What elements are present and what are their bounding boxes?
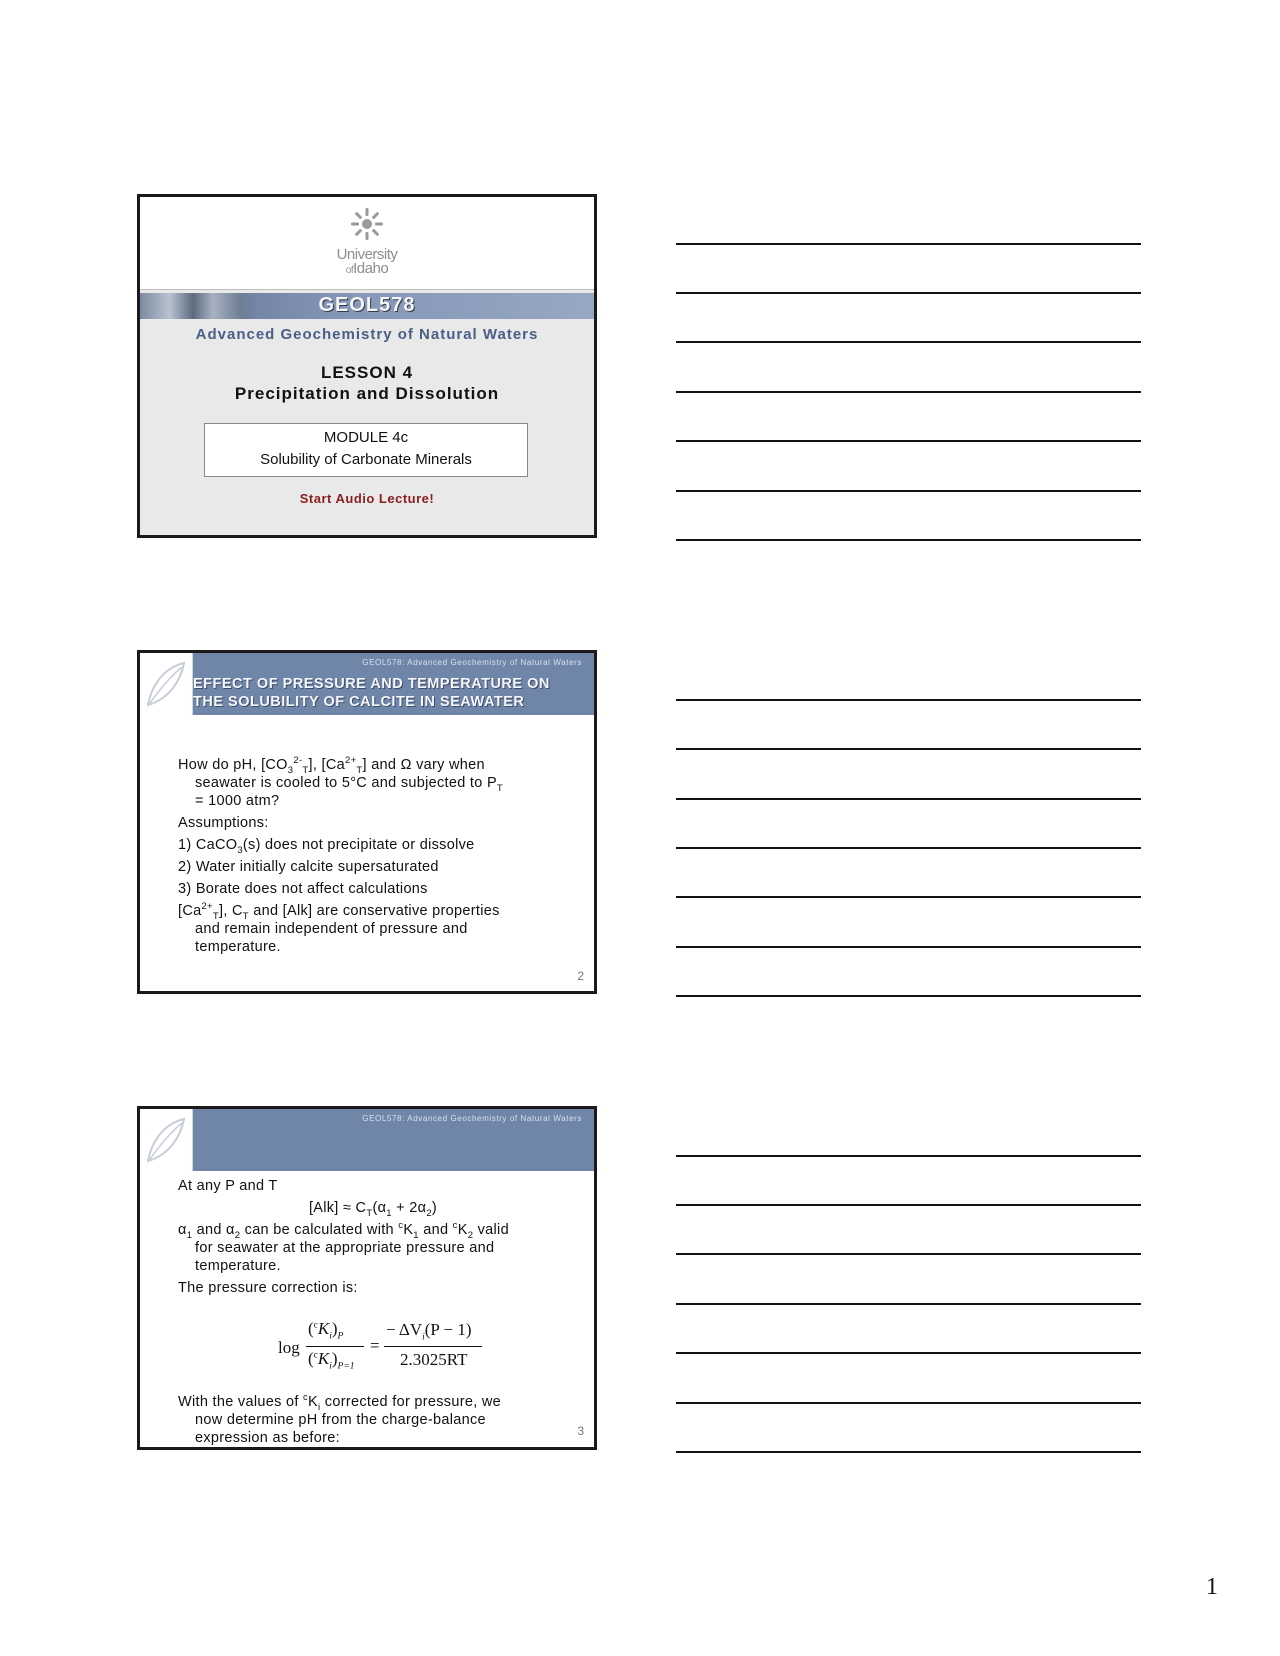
alkalinity-equation: $[Alk] \approx C_T(\alpha_1 + 2\alpha_2)$ — [308, 1200, 438, 1219]
pressure-correction-formula: log $(^cK_i)_P$ $(^cK_i)_{P=1}$ = − $\Delta V_i(P - 1)$ 2.3025RT — [278, 1317, 488, 1377]
slide-number: 2 — [577, 969, 584, 983]
note-line — [676, 490, 1141, 492]
note-line — [676, 847, 1141, 849]
assumptions-heading: Assumptions: — [178, 815, 269, 831]
note-line — [676, 1402, 1141, 1404]
logo-area — [140, 197, 594, 290]
leaf-icon — [144, 659, 188, 709]
course-title: Advanced Geochemistry of Natural Waters — [195, 326, 539, 343]
logo-university: University — [336, 246, 398, 263]
slide-3: GEOL578: Advanced Geochemistry of Natural Waters At any P and T $[Alk] \approx C_T(\alpha_1 + 2\alpha_2)$ $\alpha_1$ and $\alpha_2$ can be calculated with $^cK_1$ and $^cK_2$ valid for seawater at the appropriate pressure and temperature. The pressure correction is: log $(^cK_i)_P$ $(^cK_i)_{P=1}$ = − $\Delta V_i(P - 1)$ 2.3025RT With the values of $^cK_i$ corrected for pressure, we now determine pH from the charge-balance expression as before: 3 — [137, 1106, 597, 1450]
note-line — [676, 798, 1141, 800]
assumption-2: 2) Water initially calcite supersaturated — [178, 859, 439, 875]
slide-title: EFFECT OF PRESSURE AND TEMPERATURE ON THE SOLUBILITY OF CALCITE IN SEAWATER — [193, 676, 550, 710]
header-course-label: GEOL578: Advanced Geochemistry of Natural Waters — [362, 658, 582, 667]
assumption-1: 1) CaCO$_3$(s) does not precipitate or dissolve — [178, 837, 475, 856]
header-course-label: GEOL578: Advanced Geochemistry of Natural Waters — [362, 1114, 582, 1123]
page-number: 1 — [1206, 1574, 1218, 1600]
leaf-decoration — [140, 1109, 193, 1171]
note-line — [676, 440, 1141, 442]
course-code: GEOL578 — [318, 294, 416, 316]
note-line — [676, 1303, 1141, 1305]
leaf-decoration — [140, 653, 193, 715]
slide-body: How do pH, $[CO_3^{2-}_T]$, $[Ca^{2+}_T]$ and Ω vary when seawater is cooled to 5°C and subjected to $P_T$ = 1000 atm? Assumptions: 1) CaCO$_3$(s) does not precipitate or dissolve 2) Water initially calcite supersaturated 3) Borate does not affect calculations $[Ca^{2+}_T]$, $C_T$ and [Alk] are conservative properties and remain independent of pressure and temperature. — [178, 756, 568, 956]
note-line — [676, 946, 1141, 948]
note-line — [676, 341, 1141, 343]
note-line — [676, 995, 1141, 997]
note-line — [676, 896, 1141, 898]
slide-body: At any P and T $[Alk] \approx C_T(\alpha_1 + 2\alpha_2)$ $\alpha_1$ and $\alpha_2$ can be calculated with $^cK_1$ and $^cK_2$ valid for seawater at the appropriate pressure and temperature. The pressure correction is: — [178, 1177, 568, 1297]
module-box — [204, 423, 528, 477]
leaf-icon — [144, 1115, 188, 1165]
note-line — [676, 539, 1141, 541]
note-line — [676, 391, 1141, 393]
question: How do pH, $[CO_3^{2-}_T]$, $[Ca^{2+}_T]$ and Ω vary when — [178, 755, 485, 776]
note-line — [676, 748, 1141, 750]
slide-title — [137, 194, 597, 538]
slide-header — [140, 1109, 594, 1171]
course-banner — [140, 293, 594, 319]
start-audio-link[interactable]: Start Audio Lecture! — [299, 491, 435, 506]
assumption-3: 3) Borate does not affect calculations — [178, 881, 428, 897]
university-seal-icon — [350, 207, 384, 241]
note-line — [676, 292, 1141, 294]
pressure-correction-label: The pressure correction is: — [178, 1280, 358, 1296]
lesson-title: Precipitation and Dissolution — [234, 384, 500, 403]
note-line — [676, 1155, 1141, 1157]
note-line — [676, 1204, 1141, 1206]
logo-idaho: ofIdaho — [345, 260, 389, 277]
slide-number: 3 — [577, 1424, 584, 1438]
note-line — [676, 243, 1141, 245]
module-number: MODULE 4c — [323, 429, 409, 446]
note-line — [676, 699, 1141, 701]
note-line — [676, 1253, 1141, 1255]
module-title: Solubility of Carbonate Minerals — [260, 451, 472, 468]
note-line — [676, 1451, 1141, 1453]
conservative-note: $[Ca^{2+}_T]$, $C_T$ and [Alk] are conservative properties — [178, 901, 500, 922]
slide-header — [140, 653, 594, 715]
note-line — [676, 1352, 1141, 1354]
slide-2 — [137, 650, 597, 994]
lesson-number: LESSON 4 — [320, 363, 414, 382]
